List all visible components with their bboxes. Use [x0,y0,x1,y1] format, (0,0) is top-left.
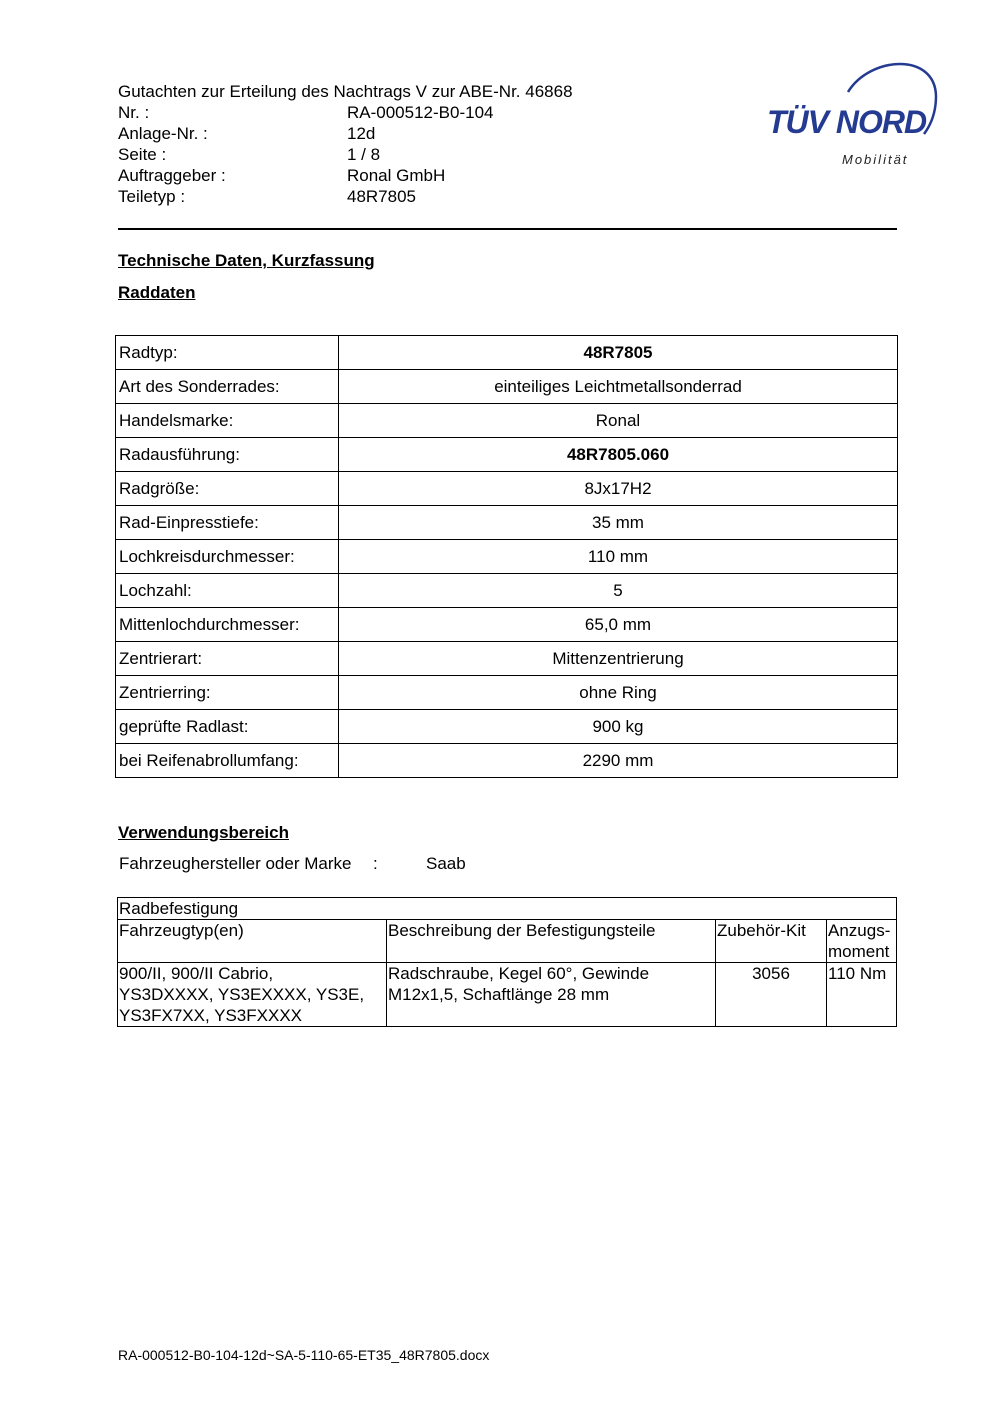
section-heading-tech: Technische Daten, Kurzfassung [118,251,375,270]
desc-line: Radschraube, Kegel 60°, Gewinde [388,964,650,983]
raddaten-value: Ronal [339,404,898,438]
type-line: YS3FX7XX, YS3FXXXX [119,1006,302,1025]
table-row [116,744,898,778]
cell-beschreibung [387,963,716,1027]
document-header [118,81,573,207]
table-row [118,963,897,1027]
raddaten-label: geprüfte Radlast: [116,710,339,744]
raddaten-label: Rad-Einpresstiefe: [116,506,339,540]
table-row [116,676,898,710]
header-label: Nr. : [118,103,150,122]
cell-fahrzeugtypen [118,963,387,1027]
type-line: 900/II, 900/II Cabrio, [119,964,274,983]
header-label: Auftraggeber : [118,166,226,185]
raddaten-table [115,335,898,778]
table-row [116,472,898,506]
header-fahrzeugtyp: Fahrzeugtyp(en) [118,920,387,963]
logo-subtitle: Mobilität [842,152,909,167]
logo-brand: TÜV NORD [767,104,927,140]
raddaten-label: bei Reifenabrollumfang: [116,744,339,778]
table-row [116,574,898,608]
header-label: Teiletyp : [118,187,186,206]
raddaten-value: 5 [339,574,898,608]
section-heading-verwendung: Verwendungsbereich [118,823,289,842]
table-row [116,642,898,676]
header-value: Ronal GmbH [347,166,446,185]
cell-zubehoer-kit: 3056 [716,963,827,1027]
raddaten-value: 65,0 mm [339,608,898,642]
header-divider [118,228,897,230]
raddaten-value: 2290 mm [339,744,898,778]
table-row [116,370,898,404]
raddaten-label: Art des Sonderrades: [116,370,339,404]
raddaten-value: 110 mm [339,540,898,574]
table-row [116,404,898,438]
table-row [116,506,898,540]
raddaten-label: Radausführung: [116,438,339,472]
raddaten-value: Mittenzentrierung [339,642,898,676]
table-header-row [118,920,897,963]
desc-line: M12x1,5, Schaftlänge 28 mm [388,985,610,1004]
table-row [116,540,898,574]
header-row-anlage [118,123,573,144]
raddaten-label: Mittenlochdurchmesser: [116,608,339,642]
header-label: Anlage-Nr. : [118,124,208,143]
raddaten-value: 8Jx17H2 [339,472,898,506]
make-value: Saab [426,854,466,873]
header-zubehoer-kit: Zubehör-Kit [716,920,827,963]
header-value: 48R7805 [347,187,417,206]
type-line: YS3DXXXX, YS3EXXXX, YS3E, [119,985,365,1004]
raddaten-label: Radtyp: [116,336,339,370]
table-row [116,438,898,472]
header-value: 1 / 8 [347,145,381,164]
header-beschreibung: Beschreibung der Befestigungsteile [387,920,716,963]
raddaten-label: Zentrierart: [116,642,339,676]
footer-filename: RA-000512-B0-104-12d~SA-5-110-65-ET35_48R7805.docx [118,1347,490,1363]
table-title-row [118,898,897,920]
header-row-nr [118,102,573,123]
make-separator: : [373,854,378,873]
raddaten-value: einteiliges Leichtmetallsonderrad [339,370,898,404]
header-anzugsmoment-line: moment [828,942,890,961]
tuv-nord-logo [760,56,950,176]
cell-anzugsmoment: 110 Nm [827,963,897,1027]
header-label: Seite : [118,145,167,164]
raddaten-value: ohne Ring [339,676,898,710]
header-row-seite [118,144,573,165]
make-label: Fahrzeughersteller oder Marke [119,854,352,873]
header-row-auftraggeber [118,165,573,186]
raddaten-label: Handelsmarke: [116,404,339,438]
header-anzugsmoment [827,920,897,963]
raddaten-label: Lochzahl: [116,574,339,608]
raddaten-value: 48R7805 [339,336,898,370]
table-row [116,608,898,642]
raddaten-value: 35 mm [339,506,898,540]
header-value: 12d [347,124,376,143]
raddaten-label: Radgröße: [116,472,339,506]
document-title: Gutachten zur Erteilung des Nachtrags V zur ABE-Nr. 46868 [118,82,573,101]
radbefestigung-table [117,897,897,1027]
header-row-teiletyp [118,186,573,207]
raddaten-label: Zentrierring: [116,676,339,710]
vehicle-make [119,854,466,874]
raddaten-value: 48R7805.060 [339,438,898,472]
header-anzugsmoment-line: Anzugs- [828,921,891,940]
raddaten-value: 900 kg [339,710,898,744]
table-title: Radbefestigung [118,898,897,920]
header-value: RA-000512-B0-104 [347,103,494,122]
raddaten-label: Lochkreisdurchmesser: [116,540,339,574]
table-row [116,336,898,370]
table-row [116,710,898,744]
section-heading-raddaten: Raddaten [118,283,196,302]
